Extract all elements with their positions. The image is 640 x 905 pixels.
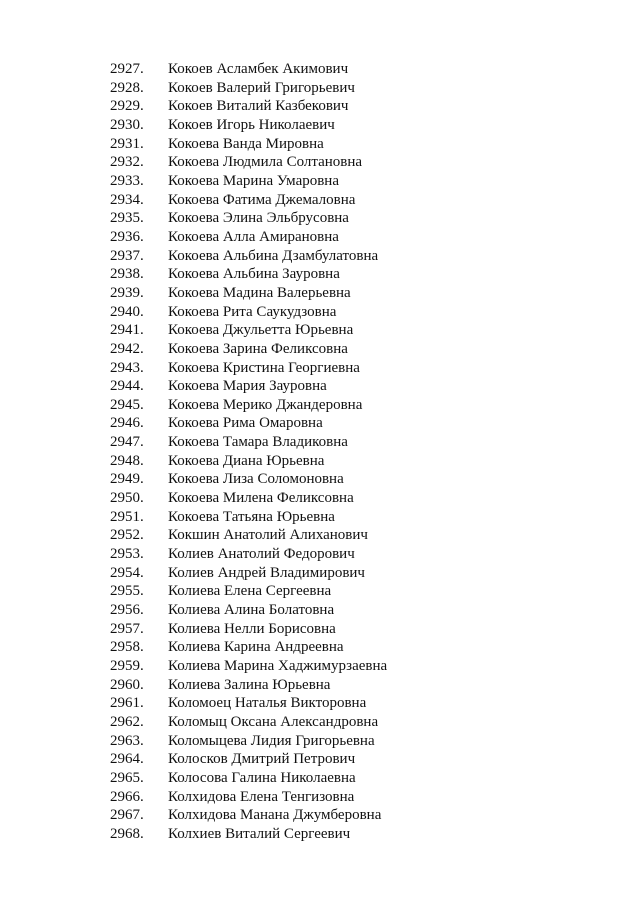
entry-number: 2968. — [110, 825, 144, 842]
entry-name: Колиева Марина Хаджимурзаевна — [168, 658, 388, 674]
entry-name: Кокоева Мадина Валерьевна — [168, 284, 351, 301]
entry-number: 2934. — [110, 191, 144, 208]
entry-name: Коломоец Наталья Викторовна — [168, 695, 367, 712]
entry-name: Кокоев Валерий Григорьевич — [168, 79, 355, 96]
entry-name: Кокоева Мария Зауровна — [168, 378, 327, 395]
list-item — [0, 452, 640, 471]
entry-number: 2941. — [110, 322, 144, 339]
entry-number: 2947. — [110, 434, 144, 451]
list-item — [0, 582, 640, 601]
entry-number: 2951. — [110, 508, 144, 525]
entry-number: 2954. — [110, 564, 144, 581]
entry-number: 2965. — [110, 769, 144, 786]
entry-number: 2962. — [110, 713, 144, 730]
entry-name: Кокоева Рима Омаровна — [168, 415, 323, 432]
entry-name: Кокоев Асламбек Акимович — [168, 61, 349, 77]
list-item — [0, 116, 640, 135]
entry-number: 2932. — [110, 154, 144, 171]
entry-number: 2930. — [110, 116, 144, 133]
entry-name: Кокоева Тамара Владиковна — [168, 434, 348, 451]
list-item — [0, 396, 640, 415]
list-item — [0, 489, 640, 508]
entry-name: Колхидова Елена Тенгизовна — [168, 788, 355, 805]
entry-name: Кокоева Алла Амирановна — [168, 228, 339, 245]
list-item — [0, 321, 640, 340]
list-item — [0, 564, 640, 583]
entry-number: 2939. — [110, 284, 144, 301]
list-item — [0, 265, 640, 284]
entry-name: Колиев Анатолий Федорович — [168, 546, 355, 563]
list-item — [0, 601, 640, 620]
entry-number: 2945. — [110, 396, 144, 413]
entry-number: 2953. — [110, 546, 144, 563]
list-item — [0, 526, 640, 545]
list-item — [0, 172, 640, 191]
entry-number: 2933. — [110, 172, 144, 189]
entry-name: Кокоева Лиза Соломоновна — [168, 471, 344, 488]
list-item — [0, 508, 640, 527]
entry-number: 2940. — [110, 303, 144, 320]
entry-name: Колиева Нелли Борисовна — [168, 620, 336, 637]
entry-name: Кокоева Татьяна Юрьевна — [168, 508, 335, 525]
entry-name: Кокоева Кристина Георгиевна — [168, 359, 360, 376]
entry-name: Коломыц Оксана Александровна — [168, 713, 379, 730]
entry-number: 2928. — [110, 79, 144, 96]
entry-number: 2944. — [110, 378, 144, 395]
entry-name: Кокоева Зарина Феликсовна — [168, 340, 348, 357]
entry-name: Кокоева Рита Саукудзовна — [168, 303, 337, 320]
entry-number: 2967. — [110, 807, 144, 824]
entry-number: 2961. — [110, 695, 144, 712]
list-item — [0, 713, 640, 732]
entry-name: Кокоева Мерико Джандеровна — [168, 396, 363, 413]
entry-number: 2948. — [110, 452, 144, 469]
list-item — [0, 135, 640, 154]
list-item — [0, 788, 640, 807]
entry-name: Коломыцева Лидия Григорьевна — [168, 732, 375, 749]
entry-number: 2955. — [110, 583, 144, 600]
entry-name: Кокоев Виталий Казбекович — [168, 98, 349, 115]
list-item — [0, 303, 640, 322]
entry-number: 2936. — [110, 228, 144, 245]
list-item — [0, 153, 640, 172]
list-item — [0, 340, 640, 359]
entry-number: 2943. — [110, 359, 144, 376]
list-item — [0, 732, 640, 751]
entry-name: Кокоев Игорь Николаевич — [168, 116, 335, 133]
list-item — [0, 433, 640, 452]
list-item — [0, 470, 640, 489]
list-item — [0, 60, 640, 79]
entry-name: Кокоева Марина Умаровна — [168, 172, 339, 189]
list-item — [0, 620, 640, 639]
entry-name: Кокоева Элина Эльбрусовна — [168, 210, 349, 227]
list-item — [0, 191, 640, 210]
list-item — [0, 825, 640, 844]
entry-name: Колосова Галина Николаевна — [168, 769, 356, 786]
entry-name: Колиева Залина Юрьевна — [168, 676, 331, 693]
entry-number: 2946. — [110, 415, 144, 432]
entry-name: Кокоева Милена Феликсовна — [168, 490, 354, 507]
list-item — [0, 209, 640, 228]
entry-name: Кокоева Джульетта Юрьевна — [168, 322, 354, 339]
list-item — [0, 97, 640, 116]
entry-number: 2960. — [110, 676, 144, 693]
entry-number: 2950. — [110, 490, 144, 507]
entry-number: 2964. — [110, 751, 144, 768]
entry-name: Колиева Алина Болатовна — [168, 602, 335, 619]
entry-name: Колхиев Виталий Сергеевич — [168, 825, 351, 842]
list-item — [0, 694, 640, 713]
entry-number: 2942. — [110, 340, 144, 357]
list-item — [0, 359, 640, 378]
list-item — [0, 545, 640, 564]
list-item — [0, 79, 640, 98]
entry-number: 2959. — [110, 658, 144, 674]
entry-name: Колиева Карина Андреевна — [168, 639, 344, 656]
entry-name: Кокшин Анатолий Алиханович — [168, 527, 368, 544]
entry-number: 2949. — [110, 471, 144, 488]
entry-number: 2931. — [110, 135, 144, 152]
entry-number: 2935. — [110, 210, 144, 227]
entry-number: 2938. — [110, 266, 144, 283]
entry-name: Колосков Дмитрий Петрович — [168, 751, 356, 768]
entry-number: 2958. — [110, 639, 144, 656]
list-item — [0, 247, 640, 266]
name-list — [0, 60, 640, 844]
list-item — [0, 750, 640, 769]
entry-number: 2929. — [110, 98, 144, 115]
list-item — [0, 676, 640, 695]
list-item — [0, 769, 640, 788]
entry-name: Кокоева Альбина Зауровна — [168, 266, 340, 283]
list-item — [0, 806, 640, 825]
list-item — [0, 228, 640, 247]
entry-name: Кокоева Диана Юрьевна — [168, 452, 325, 469]
entry-number: 2952. — [110, 527, 144, 544]
entry-number: 2966. — [110, 788, 144, 805]
list-item — [0, 657, 640, 676]
entry-name: Кокоева Фатима Джемаловна — [168, 191, 356, 208]
entry-name: Кокоева Ванда Мировна — [168, 135, 324, 152]
list-item — [0, 377, 640, 396]
entry-name: Колиева Елена Сергеевна — [168, 583, 332, 600]
entry-number: 2927. — [110, 61, 144, 77]
entry-name: Кокоева Людмила Солтановна — [168, 154, 363, 171]
entry-number: 2963. — [110, 732, 144, 749]
entry-number: 2957. — [110, 620, 144, 637]
entry-name: Кокоева Альбина Дзамбулатовна — [168, 247, 379, 264]
list-item — [0, 638, 640, 657]
entry-number: 2956. — [110, 602, 144, 619]
entry-name: Колхидова Манана Джумберовна — [168, 807, 382, 824]
list-item — [0, 284, 640, 303]
entry-name: Колиев Андрей Владимирович — [168, 564, 365, 581]
list-item — [0, 414, 640, 433]
entry-number: 2937. — [110, 247, 144, 264]
